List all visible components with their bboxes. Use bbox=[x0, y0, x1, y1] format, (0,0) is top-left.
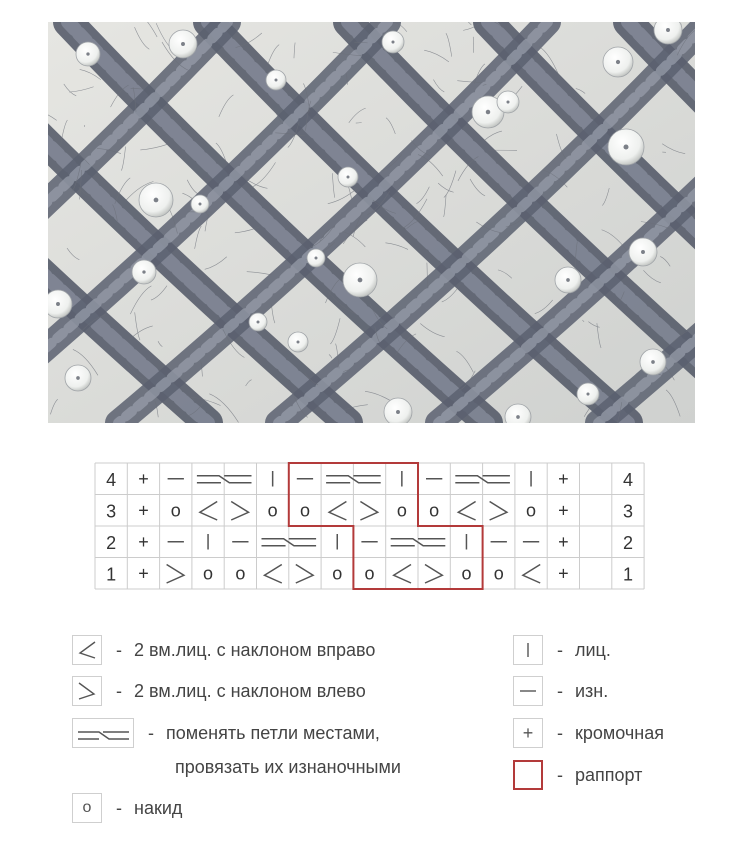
chart-symbol-yo bbox=[171, 500, 181, 520]
legend-text-cross-line1: поменять петли местами, bbox=[166, 722, 380, 743]
chart-symbol-yo bbox=[332, 563, 342, 583]
chart-symbol-yo bbox=[397, 500, 407, 520]
svg-text:+: + bbox=[138, 531, 149, 552]
purl-icon bbox=[513, 676, 543, 706]
row-number-right: 3 bbox=[622, 501, 633, 522]
row-number-right: 2 bbox=[622, 532, 633, 553]
svg-text:o: o bbox=[299, 500, 310, 521]
row-number-right: 1 bbox=[622, 564, 633, 585]
cross-purl-icon bbox=[72, 718, 134, 748]
svg-text:+: + bbox=[558, 500, 569, 521]
legend-k2tog-right bbox=[72, 635, 375, 665]
svg-text:+: + bbox=[138, 500, 149, 521]
svg-text:o: o bbox=[170, 500, 181, 521]
svg-text:o: o bbox=[493, 563, 504, 584]
yarn-over-icon: o bbox=[72, 793, 102, 823]
svg-text:+: + bbox=[558, 563, 569, 584]
k2tog-right-icon bbox=[72, 635, 102, 665]
legend-text-repeat: раппорт bbox=[575, 764, 643, 785]
legend-dash: - bbox=[557, 680, 563, 701]
svg-text:o: o bbox=[526, 500, 537, 521]
legend-cross bbox=[72, 718, 380, 748]
svg-text:o: o bbox=[235, 563, 246, 584]
chart-symbol-k2tog-right bbox=[329, 502, 346, 521]
chart-symbol-k2tog-right bbox=[394, 565, 411, 584]
svg-text:o: o bbox=[396, 500, 407, 521]
row-number-left: 3 bbox=[106, 501, 117, 522]
chart-symbol-+ bbox=[138, 469, 149, 489]
chart-symbol-+ bbox=[138, 563, 149, 583]
svg-text:o: o bbox=[429, 500, 440, 521]
legend-dash: - bbox=[116, 639, 122, 660]
chart-symbol-yo bbox=[429, 500, 439, 520]
chart-symbol-k2tog-left bbox=[231, 502, 248, 521]
svg-text:+: + bbox=[138, 468, 149, 489]
knitted-lace-photo bbox=[48, 22, 695, 423]
chart-symbol-k2tog-left bbox=[167, 565, 184, 584]
chart-symbol-+ bbox=[558, 563, 569, 583]
knit-icon bbox=[513, 635, 543, 665]
row-number-left: 1 bbox=[106, 564, 117, 585]
legend-dash: - bbox=[557, 722, 563, 743]
legend-yo bbox=[72, 793, 182, 823]
chart-symbol-yo bbox=[526, 500, 536, 520]
svg-text:o: o bbox=[203, 563, 214, 584]
chart-symbol-k2tog-right bbox=[265, 565, 282, 584]
legend-text-edge: кромочная bbox=[575, 722, 664, 743]
legend-k2tog-left bbox=[72, 676, 366, 706]
svg-text:o: o bbox=[267, 500, 278, 521]
chart-symbol-+ bbox=[558, 500, 569, 520]
chart-symbol-yo bbox=[235, 563, 245, 583]
svg-text:o: o bbox=[332, 563, 343, 584]
svg-text:o: o bbox=[364, 563, 375, 584]
svg-text:+: + bbox=[138, 563, 149, 584]
legend-purl bbox=[513, 676, 608, 706]
k2tog-left-icon bbox=[72, 676, 102, 706]
legend-text-k2tog-right: 2 вм.лиц. с наклоном вправо bbox=[134, 639, 376, 660]
repeat-box-icon bbox=[513, 760, 543, 790]
legend-dash: - bbox=[557, 639, 563, 660]
chart-symbol-k2tog-right bbox=[458, 502, 475, 521]
chart-symbol-+ bbox=[558, 469, 569, 489]
edge-stitch-icon: + bbox=[513, 718, 543, 748]
svg-text:o: o bbox=[461, 563, 472, 584]
legend-text-knit: лиц. bbox=[575, 639, 611, 660]
chart-symbol-yo bbox=[494, 563, 504, 583]
chart-symbol-+ bbox=[558, 532, 569, 552]
chart-symbol-k2tog-left bbox=[490, 502, 507, 521]
chart-symbol-yo bbox=[300, 500, 310, 520]
chart-symbol-k2tog-right bbox=[200, 502, 217, 521]
chart-symbol-yo bbox=[365, 563, 375, 583]
chart-symbol-yo bbox=[268, 500, 278, 520]
legend-repeat bbox=[513, 760, 642, 790]
legend-knit bbox=[513, 635, 611, 665]
legend-dash: - bbox=[116, 680, 122, 701]
lace-photo-drawing bbox=[48, 22, 695, 423]
chart-symbol-yo bbox=[203, 563, 213, 583]
legend-text-purl: изн. bbox=[575, 680, 609, 701]
chart-symbol-k2tog-left bbox=[425, 565, 442, 584]
legend-dash: - bbox=[148, 722, 154, 743]
svg-text:+: + bbox=[558, 468, 569, 489]
legend-text-yo: накид bbox=[134, 797, 183, 818]
legend-edge bbox=[513, 718, 664, 748]
legend-dash: - bbox=[116, 797, 122, 818]
chart-symbol-+ bbox=[138, 532, 149, 552]
chart-symbol-+ bbox=[138, 500, 149, 520]
chart-grid bbox=[95, 463, 640, 595]
row-number-left: 2 bbox=[106, 532, 117, 553]
svg-text:+: + bbox=[558, 531, 569, 552]
row-number-left: 4 bbox=[106, 469, 117, 490]
chart-symbol-k2tog-left bbox=[360, 502, 377, 521]
chart-symbol-yo bbox=[461, 563, 471, 583]
knitting-chart bbox=[95, 463, 640, 595]
chart-symbol-k2tog-left bbox=[296, 565, 313, 584]
chart-symbol-k2tog-right bbox=[523, 565, 540, 584]
legend-text-cross-line2: провязать их изнаночными bbox=[175, 757, 401, 777]
legend-text-k2tog-left: 2 вм.лиц. с наклоном влево bbox=[134, 680, 366, 701]
legend-dash: - bbox=[557, 764, 563, 785]
row-number-right: 4 bbox=[622, 469, 633, 490]
